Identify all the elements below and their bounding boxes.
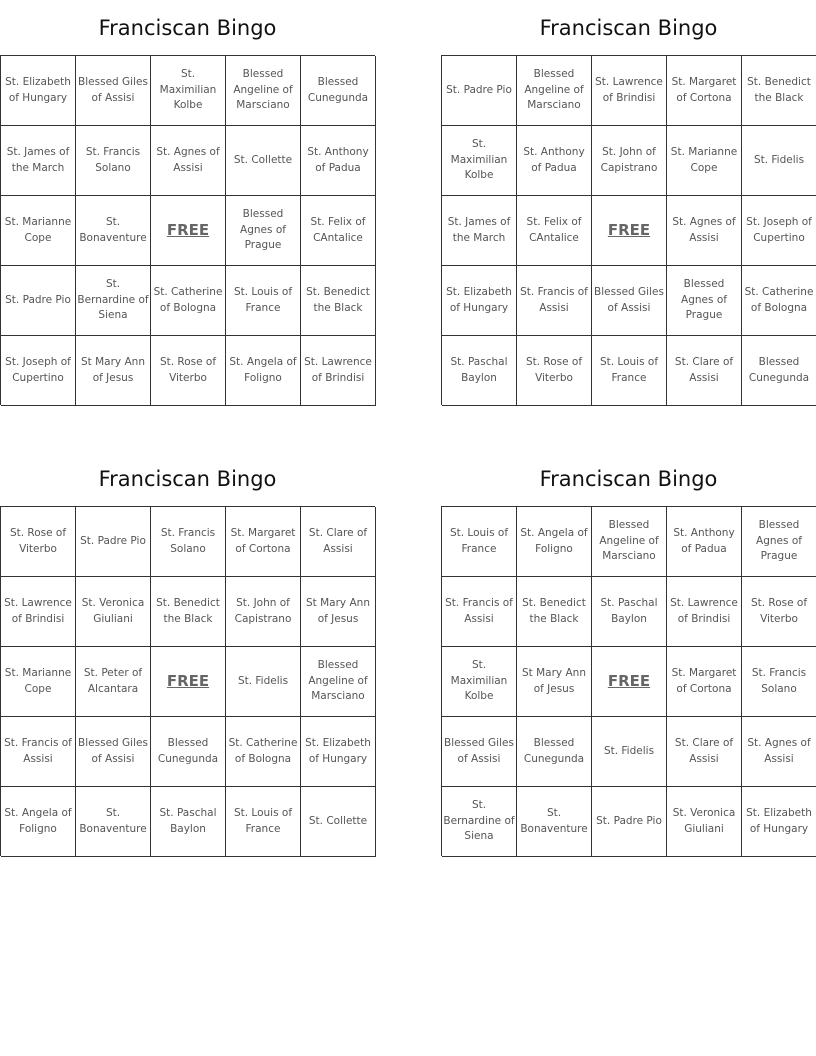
bingo-cell: St. Angela of Foligno [517,507,592,577]
bingo-cell: St. Felix of CAntalice [517,196,592,266]
bingo-cell: St. Bernardine of Siena [442,787,517,857]
bingo-cell: St. Francis Solano [76,126,151,196]
bingo-cell: Blessed Agnes of Prague [226,196,301,266]
card-title: Franciscan Bingo [98,467,277,491]
bingo-cell: St. Francis of Assisi [442,577,517,647]
bingo-cell: St Mary Ann of Jesus [301,577,376,647]
bingo-cell: Blessed Cunegunda [301,56,376,126]
bingo-cell: St. Catherine of Bologna [226,717,301,787]
bingo-cell: St. Benedict the Black [151,577,226,647]
bingo-cell: St. Marianne Cope [1,196,76,266]
bingo-cell: St. Marianne Cope [1,647,76,717]
bingo-cell: St. Catherine of Bologna [151,266,226,336]
bingo-cell: St. Rose of Viterbo [517,336,592,406]
bingo-grid [441,506,816,856]
bingo-cell: St. Padre Pio [442,56,517,126]
bingo-cell: St. Benedict the Black [517,577,592,647]
bingo-cell: Blessed Angeline of Marsciano [517,56,592,126]
card-title: Franciscan Bingo [539,16,718,40]
bingo-cell: St. Bonaventure [517,787,592,857]
bingo-cell: Blessed Giles of Assisi [76,56,151,126]
bingo-card [441,461,816,856]
bingo-cell: St. Joseph of Cupertino [1,336,76,406]
bingo-cell: St. Peter of Alcantara [76,647,151,717]
bingo-cell: St. Marianne Cope [667,126,742,196]
bingo-card [0,10,375,405]
free-space-cell: FREE [151,196,226,266]
bingo-cell: Blessed Agnes of Prague [742,507,816,577]
bingo-cell: St. Rose of Viterbo [1,507,76,577]
bingo-cell: St. Paschal Baylon [442,336,517,406]
bingo-cell: Blessed Giles of Assisi [76,717,151,787]
bingo-grid [0,506,375,856]
bingo-cell: St. Collette [226,126,301,196]
bingo-cell: St. Maximilian Kolbe [151,56,226,126]
bingo-cell: St. Bernardine of Siena [76,266,151,336]
bingo-cell: St. Fidelis [592,717,667,787]
bingo-cell: St. Benedict the Black [301,266,376,336]
bingo-cell: St. Francis of Assisi [517,266,592,336]
bingo-cell: St. Lawrence of Brindisi [667,577,742,647]
card-title: Franciscan Bingo [98,16,277,40]
bingo-cell: St. Margaret of Cortona [667,56,742,126]
bingo-cell: Blessed Giles of Assisi [442,717,517,787]
bingo-cell: St. Clare of Assisi [667,336,742,406]
bingo-cell: St. Paschal Baylon [592,577,667,647]
bingo-cell: Blessed Angeline of Marsciano [226,56,301,126]
bingo-cell: St. Agnes of Assisi [667,196,742,266]
bingo-cell: Blessed Giles of Assisi [592,266,667,336]
bingo-cell: St. Louis of France [226,266,301,336]
bingo-grid [0,55,375,405]
bingo-cell: St. Anthony of Padua [301,126,376,196]
bingo-cell: St. Francis Solano [151,507,226,577]
bingo-card [441,10,816,405]
bingo-cell: St. Benedict the Black [742,56,816,126]
bingo-cell: St. Padre Pio [76,507,151,577]
bingo-cell: St. Lawrence of Brindisi [592,56,667,126]
bingo-cell: St. Lawrence of Brindisi [301,336,376,406]
bingo-cell: St. Angela of Foligno [226,336,301,406]
bingo-cell: Blessed Cunegunda [742,336,816,406]
bingo-cell: St. Lawrence of Brindisi [1,577,76,647]
bingo-cell: St. Fidelis [226,647,301,717]
bingo-cell: St. Francis of Assisi [1,717,76,787]
bingo-cell: St. Felix of CAntalice [301,196,376,266]
bingo-cell: St. Rose of Viterbo [151,336,226,406]
bingo-cell: St. Veronica Giuliani [76,577,151,647]
bingo-cell: St. Louis of France [442,507,517,577]
bingo-cell: St. Paschal Baylon [151,787,226,857]
bingo-cell: Blessed Angeline of Marsciano [301,647,376,717]
bingo-cell: St. Elizabeth of Hungary [442,266,517,336]
bingo-card [0,461,375,856]
bingo-cell: St. Bonaventure [76,196,151,266]
bingo-cell: St. Louis of France [592,336,667,406]
bingo-cell: St. Maximilian Kolbe [442,126,517,196]
bingo-cell: St. Fidelis [742,126,816,196]
bingo-cell: St. Elizabeth of Hungary [1,56,76,126]
bingo-cell: St. Margaret of Cortona [667,647,742,717]
bingo-grid [441,55,816,405]
bingo-cell: St. John of Capistrano [226,577,301,647]
bingo-cell: St Mary Ann of Jesus [76,336,151,406]
bingo-cell: St Mary Ann of Jesus [517,647,592,717]
bingo-cell: St. Rose of Viterbo [742,577,816,647]
bingo-cell: St. Agnes of Assisi [151,126,226,196]
bingo-cell: St. Veronica Giuliani [667,787,742,857]
bingo-cell: St. Agnes of Assisi [742,717,816,787]
bingo-cell: St. Clare of Assisi [667,717,742,787]
free-space-cell: FREE [151,647,226,717]
bingo-cell: St. Collette [301,787,376,857]
bingo-cell: St. Padre Pio [1,266,76,336]
bingo-cell: St. Elizabeth of Hungary [742,787,816,857]
bingo-cell: Blessed Cunegunda [517,717,592,787]
bingo-cell: St. Catherine of Bologna [742,266,816,336]
bingo-cell: Blessed Cunegunda [151,717,226,787]
bingo-cell: St. Louis of France [226,787,301,857]
bingo-cell: St. Angela of Foligno [1,787,76,857]
free-space-cell: FREE [592,647,667,717]
bingo-cell: St. John of Capistrano [592,126,667,196]
bingo-cell: Blessed Agnes of Prague [667,266,742,336]
bingo-cell: St. James of the March [1,126,76,196]
bingo-cell: St. James of the March [442,196,517,266]
bingo-cell: St. Joseph of Cupertino [742,196,816,266]
bingo-cell: St. Anthony of Padua [517,126,592,196]
bingo-cell: St. Clare of Assisi [301,507,376,577]
bingo-cell: St. Elizabeth of Hungary [301,717,376,787]
bingo-cell: St. Anthony of Padua [667,507,742,577]
bingo-cell: St. Margaret of Cortona [226,507,301,577]
free-space-cell: FREE [592,196,667,266]
card-title: Franciscan Bingo [539,467,718,491]
bingo-cell: St. Bonaventure [76,787,151,857]
bingo-cell: St. Padre Pio [592,787,667,857]
bingo-cell: Blessed Angeline of Marsciano [592,507,667,577]
bingo-cell: St. Maximilian Kolbe [442,647,517,717]
bingo-cell: St. Francis Solano [742,647,816,717]
